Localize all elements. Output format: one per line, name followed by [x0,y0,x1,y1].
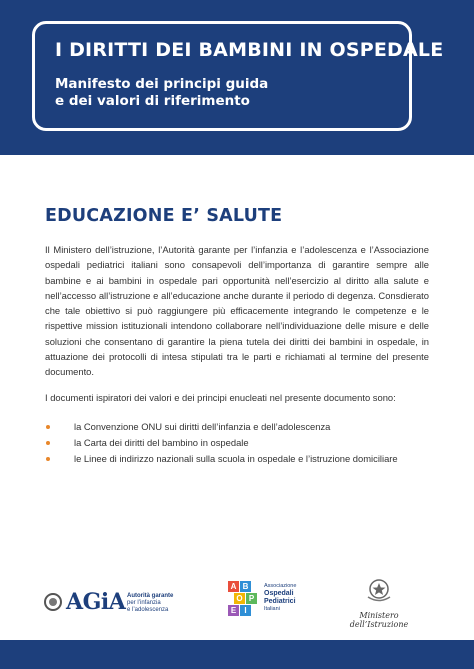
block-icon: O [234,593,245,604]
block-icon: P [246,593,257,604]
agia-caption-line-2: per l’infanzia [127,600,161,606]
ministero-label: Ministero dell’Istruzione [349,611,409,629]
header-band [0,0,474,155]
subtitle-line-1: Manifesto dei principi guida [55,76,269,92]
footer-band [0,640,474,669]
list-item [45,451,445,467]
documents-intro: I documenti ispiratori dei valori e dei principi enucleati nel presente documento sono: [45,392,396,403]
page-title: I DIRITTI DEI BAMBINI IN OSPEDALE [55,39,444,61]
block-icon: B [240,581,251,592]
emblem-icon [365,577,393,603]
list-item [45,419,445,435]
aopi-caption-line-2: Ospedali [264,589,294,597]
page-subtitle [55,76,268,110]
aopi-logo [228,581,308,631]
aopi-caption-line-1: Associazione [264,583,297,589]
bullet-icon [46,457,50,461]
bullet-icon [46,425,50,429]
agia-logo [44,589,184,623]
aopi-caption [264,583,296,612]
list-item [45,435,445,451]
agia-caption-line-1: Autorità garante [127,593,174,599]
paragraph-text: Il Ministero dell’istruzione, l’Autorità garante per l’infanzia e l’adolescenza e l’Associazione ospedali pediatrici italiani sono consapevoli dell’importanza di garantire sempre alle bambine e ai bambini in ospedale pari opportunità nell’esercizio al diritto alla salute e nell’accesso all’istruzione e all’educazione anche durante il periodo di degenza. Consdierato che tale obiettivo si può raggiungere più efficacemente integrando le competenze e le rispettive mission istituzionali intendono collaborare nell’individuazione delle misure e delle soluzioni che consentano di garantire la piena tutela dei diritti dei bambini in ospedale, in attuazione dei protocolli di intesa stipulati tra le parti e richiamati al termine del presente documento. [45,244,429,378]
section-heading: EDUCAZIONE E’ SALUTE [45,206,283,226]
header-frame [32,21,444,131]
agia-caption-line-3: e l’adolescenza [127,607,169,613]
list-item-text: la Convenzione ONU sui diritti dell’infanzia e dell’adolescenza [74,421,331,432]
documents-list [45,419,445,467]
agia-wordmark: AGiA [66,589,126,615]
list-item-text: la Carta dei diritti del bambino in ospedale [74,437,249,448]
subtitle-line-2: e dei valori di riferimento [55,93,250,109]
list-item-text: le Linee di indirizzo nazionali sulla scuola in ospedale e l’istruzione domiciliare [74,453,398,464]
aopi-caption-line-4: Italiani [264,605,280,612]
block-icon: A [228,581,239,592]
logos-row [0,575,474,635]
agia-caption [127,593,173,614]
block-icon: I [240,605,251,616]
ministero-logo [334,577,424,631]
aopi-caption-line-3: Pediatrici [264,597,296,605]
body-paragraph [45,242,429,380]
seal-icon [44,593,62,611]
bullet-icon [46,441,50,445]
block-icon: E [228,605,239,616]
